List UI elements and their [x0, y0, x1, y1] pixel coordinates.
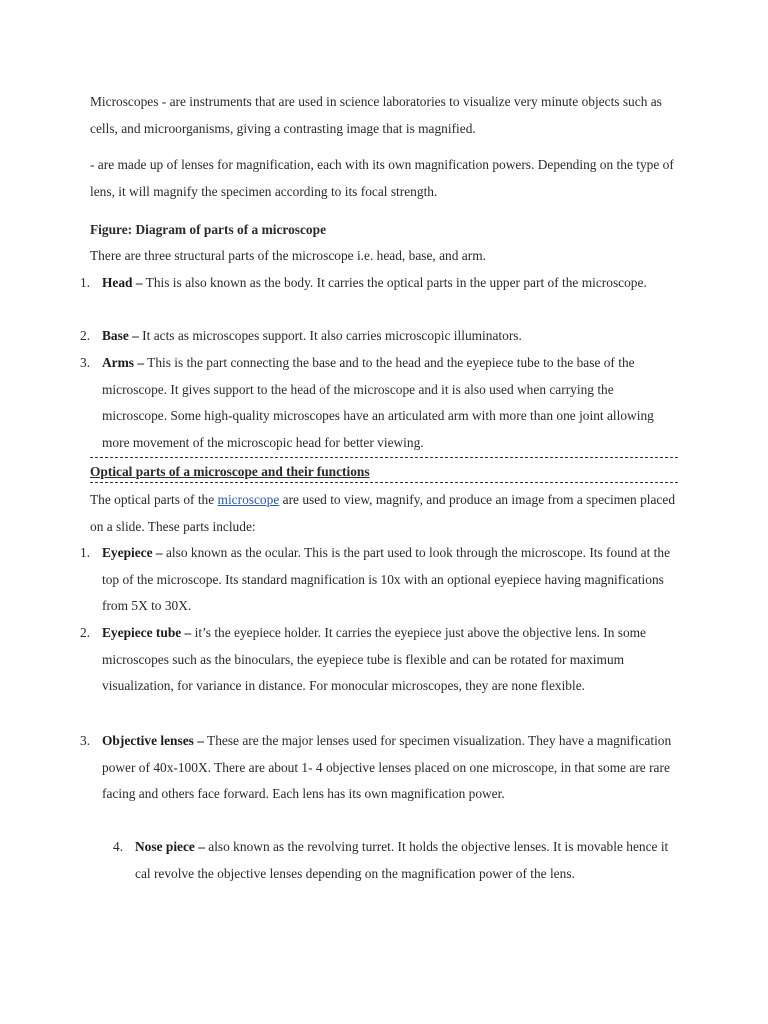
optical-item-2-term: Eyepiece tube – [102, 625, 192, 640]
microscope-link[interactable]: microscope [217, 492, 280, 507]
section-divider-top [90, 457, 678, 458]
structural-item-3-number: 3. [80, 355, 91, 370]
optical-section-heading: Optical parts of a microscope and their functions [90, 464, 370, 479]
structural-item-arms [102, 350, 682, 457]
structural-item-2-text: It acts as microscopes support. It also carries microscopic illuminators. [138, 328, 522, 343]
optical-item-3-text: These are the major lenses used for specimen visualization. They have a magnification power of 40x-100X. There are about 1- 4 objective lenses placed on one microscope, in that some are rare facing and others face forward. Each lens has its own magnification power. [102, 733, 672, 802]
optical-intro [90, 487, 682, 540]
structural-item-3-term: Arms – [102, 355, 145, 370]
optical-item-3-number: 3. [80, 733, 91, 748]
optical-item-eyepiece [102, 540, 682, 620]
structural-item-base [102, 323, 682, 350]
optical-item-3-term: Objective lenses – [102, 733, 204, 748]
intro-paragraph-1: Microscopes - are instruments that are used in science laboratories to visualize very minute objects such as cells, and microorganisms, giving a contrasting image that is magnified. [90, 94, 662, 136]
structural-item-2-term: Base – [102, 328, 139, 343]
optical-item-2-text: it’s the eyepiece holder. It carries the eyepiece just above the objective lens. In some microscopes such as the binoculars, the eyepiece tube is flexible and can be rotated for maximum visualization, for variance in distance. For monocular microscopes, they are none flexible. [102, 625, 646, 694]
structural-item-2-number: 2. [80, 328, 91, 343]
optical-intro-after: are used to view, magnify, and produce an image from a specimen placed on a slide. These parts include: [90, 492, 676, 534]
section-divider-bottom [90, 482, 678, 483]
intro-paragraph-2: - are made up of lenses for magnification, each with its own magnification powers. Depending on the type of lens, it will magnify the specimen according to its focal strength. [90, 157, 674, 199]
optical-item-4-number: 4. [113, 839, 124, 854]
optical-item-1-term: Eyepiece – [102, 545, 163, 560]
figure-caption: Figure: Diagram of parts of a microscope [90, 222, 327, 237]
structural-item-1-number: 1. [80, 275, 91, 290]
structural-item-3-text: This is the part connecting the base and to the head and the eyepiece tube to the base of the microscope. It gives support to the head of the microscope and it is also used when carrying the microscope. Some high-quality microscopes have an articulated arm with more than one joint allowing more movement of the microscopic head for better viewing. [102, 355, 654, 451]
structural-item-head [102, 270, 682, 297]
optical-intro-before: The optical parts of the [90, 492, 218, 507]
optical-item-objective-lenses [102, 728, 682, 808]
optical-item-eyepiece-tube [102, 620, 682, 700]
structural-item-1-text: This is also known as the body. It carries the optical parts in the upper part of the microscope. [142, 275, 647, 290]
optical-item-1-text: also known as the ocular. This is the part used to look through the microscope. Its found at the top of the microscope. Its standard magnification is 10x with an optional eyepiece having magnifications from 5X to 30X. [102, 545, 671, 614]
optical-item-2-number: 2. [80, 625, 91, 640]
optical-item-4-text: also known as the revolving turret. It holds the objective lenses. It is movable hence it cal revolve the objective lenses depending on the magnification power of the lens. [135, 839, 669, 881]
optical-item-4-term: Nose piece – [135, 839, 205, 854]
structural-item-1-term: Head – [102, 275, 143, 290]
structural-intro: There are three structural parts of the microscope i.e. head, base, and arm. [90, 248, 486, 263]
optical-item-nose-piece [135, 834, 683, 887]
optical-item-1-number: 1. [80, 545, 91, 560]
